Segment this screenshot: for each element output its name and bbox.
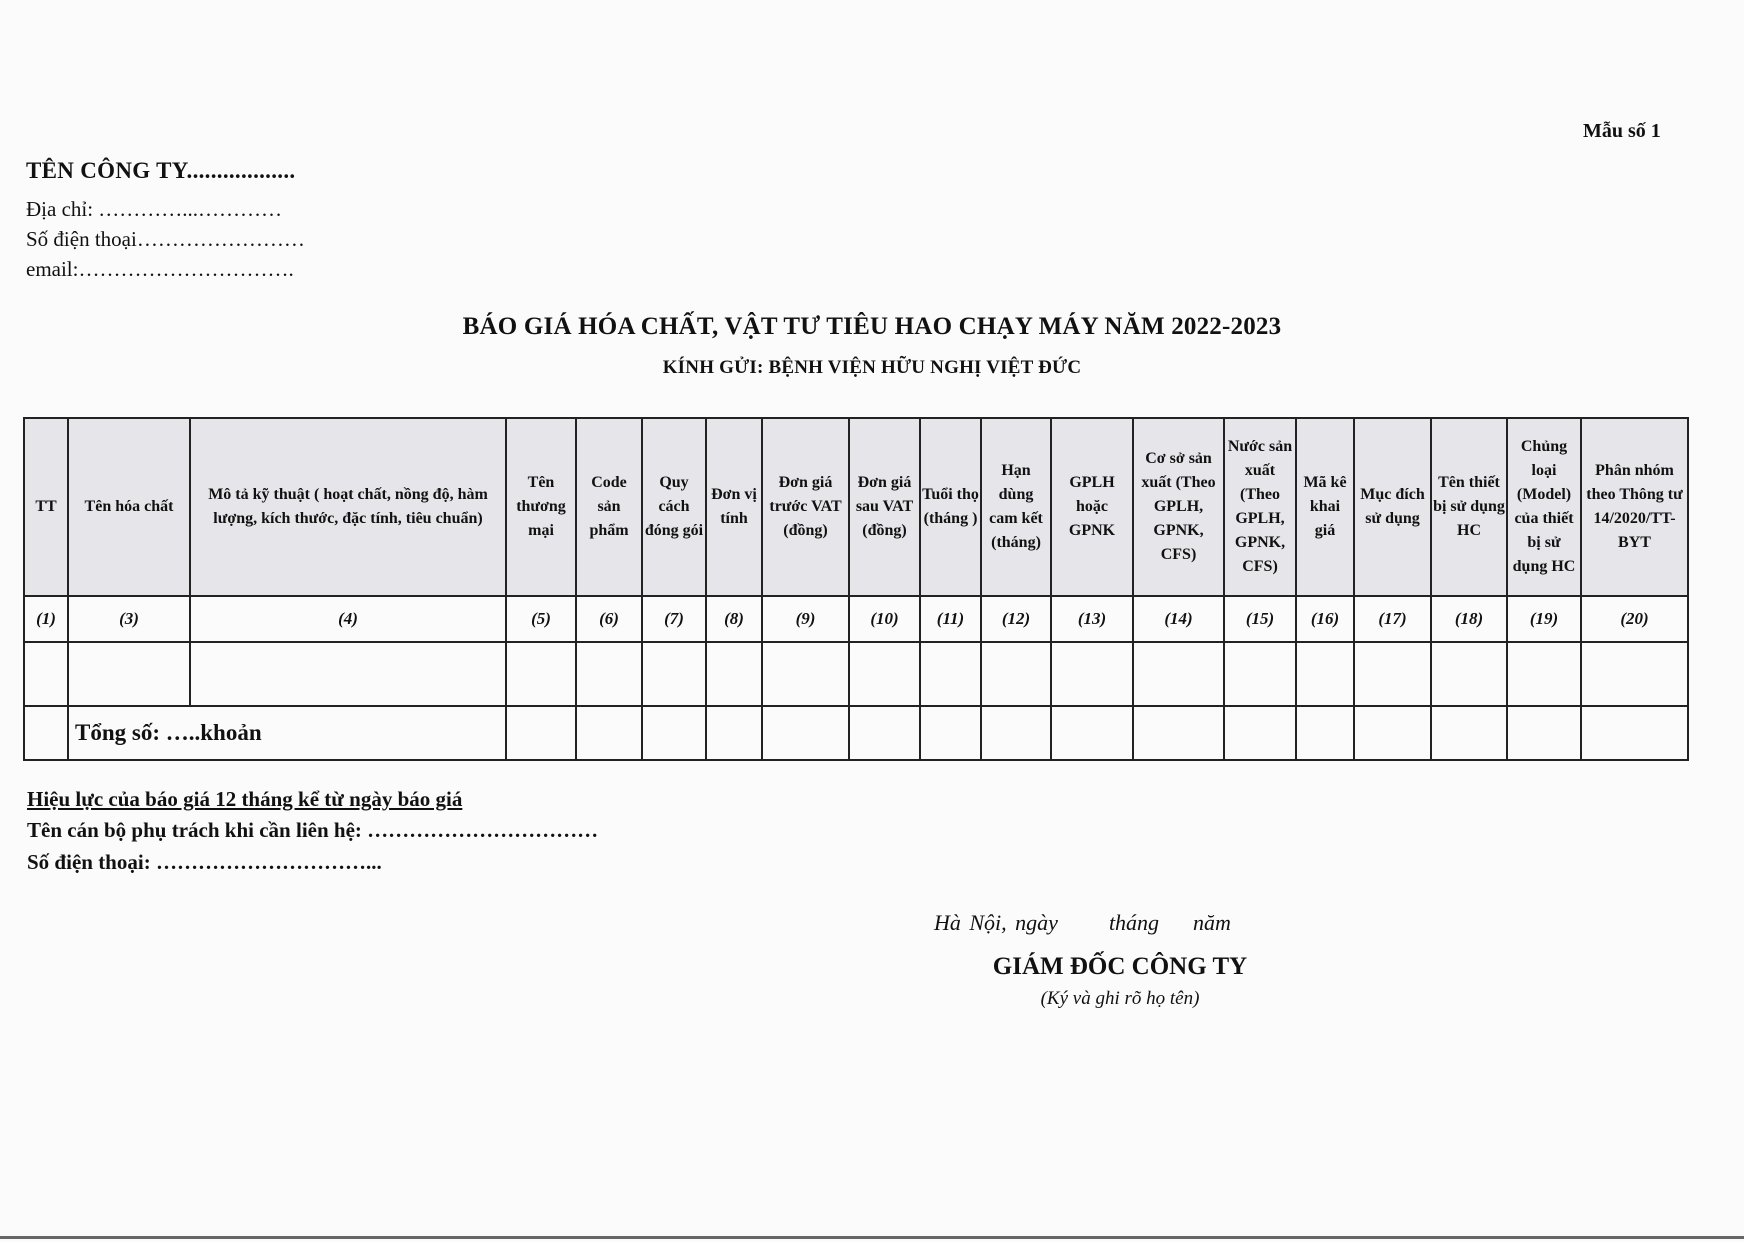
- table-cell: [576, 706, 642, 760]
- column-number: (6): [576, 596, 642, 642]
- table-cell: [24, 706, 68, 760]
- header-trade-name: Tên thương mại: [506, 418, 576, 596]
- document-title: BÁO GIÁ HÓA CHẤT, VẬT TƯ TIÊU HAO CHẠY MÁY NĂM 2022-2023: [462, 313, 1282, 340]
- table-cell: [1051, 706, 1133, 760]
- column-number: (7): [642, 596, 706, 642]
- table-cell: [1507, 706, 1581, 760]
- column-number: (3): [68, 596, 190, 642]
- table-cell: [1296, 706, 1354, 760]
- table-cell: [1133, 642, 1224, 706]
- table-cell: [920, 642, 981, 706]
- table-cell: [642, 642, 706, 706]
- column-number: (16): [1296, 596, 1354, 642]
- header-purpose: Mục đích sử dụng: [1354, 418, 1431, 596]
- header-device-model: Chủng loại (Model) của thiết bị sử dụng HC: [1507, 418, 1581, 596]
- table-cell: [981, 642, 1051, 706]
- header-technical-description: Mô tả kỹ thuật ( hoạt chất, nồng độ, hàm lượng, kích thước, đặc tính, tiêu chuẩn): [190, 418, 506, 596]
- table-cell: [849, 642, 920, 706]
- header-row: [24, 418, 1688, 596]
- table-cell: [1133, 706, 1224, 760]
- column-number: (5): [506, 596, 576, 642]
- table-cell: [762, 706, 849, 760]
- table-cell: [1224, 706, 1296, 760]
- quotation-table: [23, 417, 1689, 761]
- header-manufacturer: Cơ sở sản xuất (Theo GPLH, GPNK, CFS): [1133, 418, 1224, 596]
- table-cell: [1354, 642, 1431, 706]
- table-cell: [1581, 706, 1688, 760]
- company-address: Địa chỉ: …………...…………: [26, 197, 283, 221]
- table-cell: [1296, 642, 1354, 706]
- header-committed-expiry: Hạn dùng cam kết (tháng): [981, 418, 1051, 596]
- table-cell: [68, 642, 190, 706]
- column-number: (11): [920, 596, 981, 642]
- table-cell: [1431, 642, 1507, 706]
- table-cell: [1354, 706, 1431, 760]
- column-number: (10): [849, 596, 920, 642]
- total-row: [24, 706, 1688, 760]
- signature-note: (Ký và ghi rõ họ tên): [1040, 988, 1200, 1009]
- header-price-after-vat: Đơn giá sau VAT (đồng): [849, 418, 920, 596]
- column-number: (13): [1051, 596, 1133, 642]
- total-label: Tổng số: …..khoản: [68, 706, 506, 760]
- header-price-declaration-code: Mã kê khai giá: [1296, 418, 1354, 596]
- table-cell: [849, 706, 920, 760]
- table-cell: [24, 642, 68, 706]
- company-phone: Số điện thoại……………………: [26, 227, 305, 251]
- contact-person-line: Tên cán bộ phụ trách khi cần liên hệ: ……………………………: [27, 818, 599, 842]
- column-number: (15): [1224, 596, 1296, 642]
- table-cell: [1224, 642, 1296, 706]
- header-chemical-name: Tên hóa chất: [68, 418, 190, 596]
- company-email: email:………………………….: [26, 257, 294, 281]
- header-price-before-vat: Đơn giá trước VAT (đồng): [762, 418, 849, 596]
- table-cell: [190, 642, 506, 706]
- column-number: (1): [24, 596, 68, 642]
- form-number: Mẫu số 1: [1583, 120, 1661, 142]
- table-cell: [642, 706, 706, 760]
- director-title: GIÁM ĐỐC CÔNG TY: [992, 953, 1248, 980]
- header-product-code: Code sản phẩm: [576, 418, 642, 596]
- table-cell: [706, 642, 762, 706]
- header-classification: Phân nhóm theo Thông tư 14/2020/TT-BYT: [1581, 418, 1688, 596]
- header-country: Nước sản xuất (Theo GPLH, GPNK, CFS): [1224, 418, 1296, 596]
- header-unit: Đơn vị tính: [706, 418, 762, 596]
- company-name: TÊN CÔNG TY..................: [26, 158, 296, 183]
- column-number: (4): [190, 596, 506, 642]
- table-cell: [1581, 642, 1688, 706]
- column-number: (9): [762, 596, 849, 642]
- document-subtitle: KÍNH GỬI: BỆNH VIỆN HỮU NGHỊ VIỆT ĐỨC: [662, 357, 1082, 378]
- header-packaging: Quy cách đóng gói: [642, 418, 706, 596]
- date-line: Hà Nội, ngày tháng năm: [934, 910, 1231, 935]
- column-number: (20): [1581, 596, 1688, 642]
- table-cell: [1507, 642, 1581, 706]
- table-cell: [1051, 642, 1133, 706]
- table-cell: [920, 706, 981, 760]
- company-info-block: [26, 158, 305, 284]
- page-bottom-edge: [0, 1236, 1744, 1239]
- table-cell: [762, 642, 849, 706]
- column-number: (12): [981, 596, 1051, 642]
- column-number: (8): [706, 596, 762, 642]
- header-device-name: Tên thiết bị sử dụng HC: [1431, 418, 1507, 596]
- header-license: GPLH hoặc GPNK: [1051, 418, 1133, 596]
- validity-note: Hiệu lực của báo giá 12 tháng kể từ ngày báo giá: [27, 787, 463, 811]
- table-cell: [576, 642, 642, 706]
- column-number: (17): [1354, 596, 1431, 642]
- contact-phone-line: Số điện thoại: …………………………...: [27, 850, 382, 874]
- table-cell: [506, 706, 576, 760]
- column-number: (18): [1431, 596, 1507, 642]
- header-tt: TT: [24, 418, 68, 596]
- table-cell: [981, 706, 1051, 760]
- column-number: (19): [1507, 596, 1581, 642]
- table-cell: [706, 706, 762, 760]
- column-number: (14): [1133, 596, 1224, 642]
- header-shelf-life: Tuổi thọ (tháng ): [920, 418, 981, 596]
- table-cell: [506, 642, 576, 706]
- column-number-row: [24, 596, 1688, 642]
- table-row: [24, 642, 1688, 706]
- table-cell: [1431, 706, 1507, 760]
